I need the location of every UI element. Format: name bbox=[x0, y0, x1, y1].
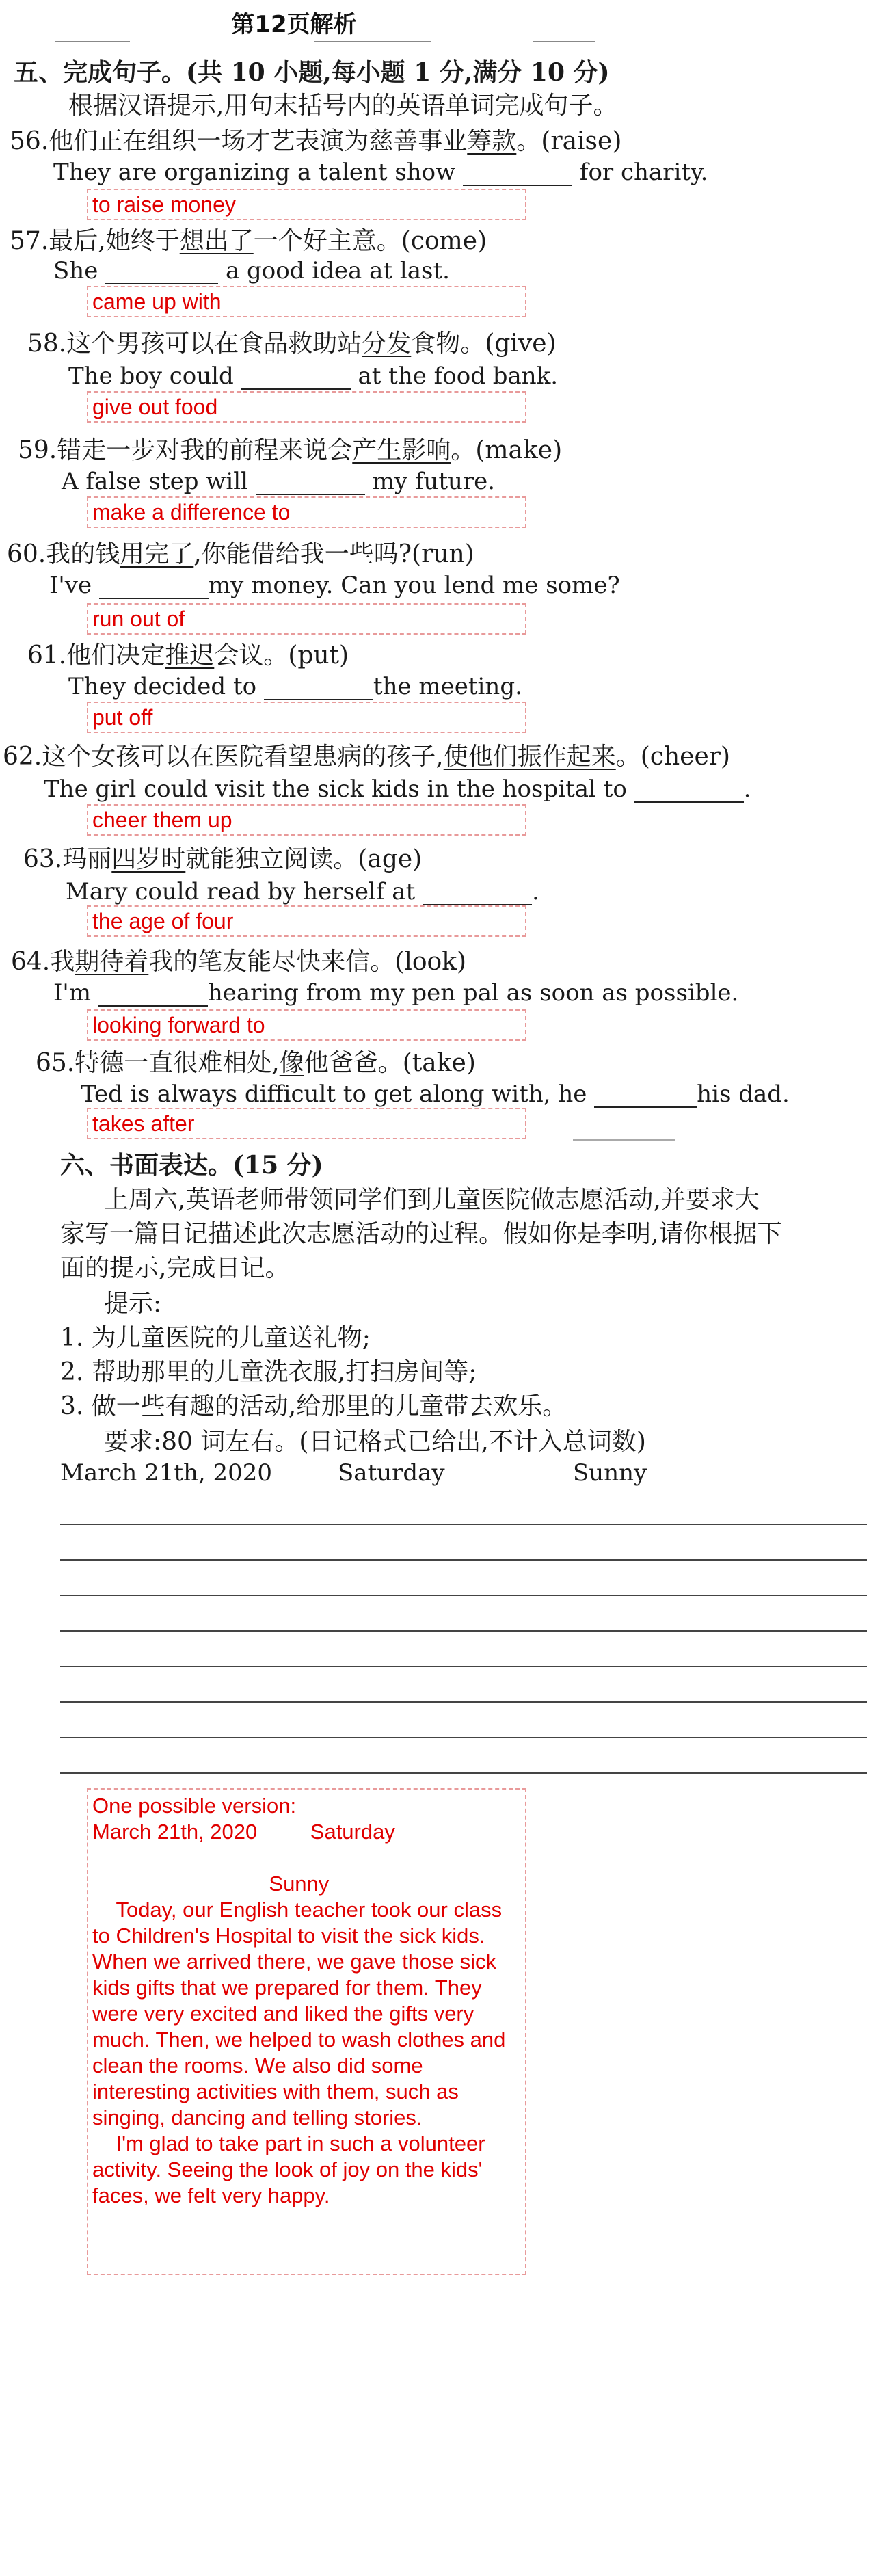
question-61-en: They decided to the meeting. bbox=[68, 673, 522, 700]
question-58-cn: 58.这个男孩可以在食品救助站分发食物。(give) bbox=[27, 330, 557, 358]
answer-61: put off bbox=[87, 702, 526, 733]
diary-weather: Sunny bbox=[573, 1459, 647, 1487]
section5-header: 五、完成句子。(共 10 小题,每小题 1 分,满分 10 分) bbox=[14, 58, 610, 87]
section6-prompt-line: 家写一篇日记描述此次志愿活动的过程。假如你是李明,请你根据下 bbox=[60, 1220, 782, 1248]
tip-item: 3. 做一些有趣的活动,给那里的儿童带去欢乐。 bbox=[60, 1392, 567, 1420]
writing-line bbox=[60, 1630, 867, 1632]
top-divider bbox=[533, 41, 595, 42]
question-63-cn: 63.玛丽四岁时就能独立阅读。(age) bbox=[23, 845, 423, 873]
question-61-cn: 61.他们决定推迟会议。(put) bbox=[27, 641, 349, 669]
writing-line bbox=[60, 1772, 867, 1774]
writing-line bbox=[60, 1524, 867, 1525]
model-essay-answer: One possible version: March 21th, 2020 Saturday Sunny Today, our English teacher took our class to Children's Hospital to visit the sick kids. When we arrived there, we gave those sick kids gifts that we prepared for them. They were very excited and liked the gifts very much. Then, we helped to wash clothes and clean the rooms. We also did some interesting activities with them, such as singing, dancing and telling stories. I'm glad to take part in such a volunteer activity. Seeing the look of joy on the kids' faces, we felt very happy. bbox=[87, 1788, 526, 2275]
writing-line bbox=[60, 1701, 867, 1703]
writing-line bbox=[60, 1666, 867, 1667]
section6-prompt-line: 面的提示,完成日记。 bbox=[60, 1254, 290, 1282]
top-divider bbox=[314, 41, 431, 42]
writing-line bbox=[60, 1595, 867, 1596]
question-60-cn: 60.我的钱用完了,你能借给我一些吗?(run) bbox=[7, 540, 474, 568]
question-59-en: A false step will my future. bbox=[62, 468, 496, 495]
answer-64: looking forward to bbox=[87, 1009, 526, 1041]
tip-item: 2. 帮助那里的儿童洗衣服,打扫房间等; bbox=[60, 1358, 477, 1386]
question-63-en: Mary could read by herself at . bbox=[66, 878, 539, 905]
answer-58: give out food bbox=[87, 391, 526, 423]
answer-59: make a difference to bbox=[87, 496, 526, 528]
question-64-cn: 64.我期待着我的笔友能尽快来信。(look) bbox=[11, 948, 467, 976]
question-60-en: I've my money. Can you lend me some? bbox=[49, 572, 620, 599]
diary-date: March 21th, 2020 bbox=[60, 1459, 273, 1487]
section5-instruction: 根据汉语提示,用句末括号内的英语单词完成句子。 bbox=[68, 92, 618, 120]
answer-63: the age of four bbox=[87, 905, 526, 937]
page-title: 第12页解析 bbox=[231, 11, 357, 38]
question-64-en: I'm hearing from my pen pal as soon as possible. bbox=[53, 979, 739, 1007]
top-divider bbox=[55, 41, 130, 42]
question-59-cn: 59.错走一步对我的前程来说会产生影响。(make) bbox=[18, 436, 563, 464]
answer-62: cheer them up bbox=[87, 804, 526, 836]
section6-prompt-line: 上周六,英语老师带领同学们到儿童医院做志愿活动,并要求大 bbox=[104, 1186, 760, 1214]
writing-line bbox=[60, 1559, 867, 1561]
diary-day: Saturday bbox=[338, 1459, 445, 1487]
divider bbox=[573, 1139, 675, 1141]
question-57-en: She a good idea at last. bbox=[53, 257, 450, 284]
question-58-en: The boy could at the food bank. bbox=[68, 362, 559, 390]
tips-label: 提示: bbox=[104, 1290, 162, 1318]
answer-57: came up with bbox=[87, 286, 526, 317]
answer-56: to raise money bbox=[87, 189, 526, 220]
requirement: 要求:80 词左右。(日记格式已给出,不计入总词数) bbox=[104, 1428, 646, 1456]
answer-65: takes after bbox=[87, 1108, 526, 1139]
answer-60: run out of bbox=[87, 603, 526, 635]
tip-item: 1. 为儿童医院的儿童送礼物; bbox=[60, 1324, 371, 1352]
question-62-en: The girl could visit the sick kids in the hospital to . bbox=[44, 775, 751, 803]
question-65-en: Ted is always difficult to get along with, he his dad. bbox=[81, 1080, 790, 1108]
question-65-cn: 65.特德一直很难相处,像他爸爸。(take) bbox=[36, 1049, 476, 1077]
question-56-cn: 56.他们正在组织一场才艺表演为慈善事业筹款。(raise) bbox=[10, 127, 622, 155]
section6-header: 六、书面表达。(15 分) bbox=[60, 1151, 323, 1180]
writing-line bbox=[60, 1737, 867, 1738]
question-56-en: They are organizing a talent show for charity. bbox=[53, 159, 708, 186]
question-57-cn: 57.最后,她终于想出了一个好主意。(come) bbox=[10, 227, 487, 255]
question-62-cn: 62.这个女孩可以在医院看望患病的孩子,使他们振作起来。(cheer) bbox=[3, 743, 731, 771]
